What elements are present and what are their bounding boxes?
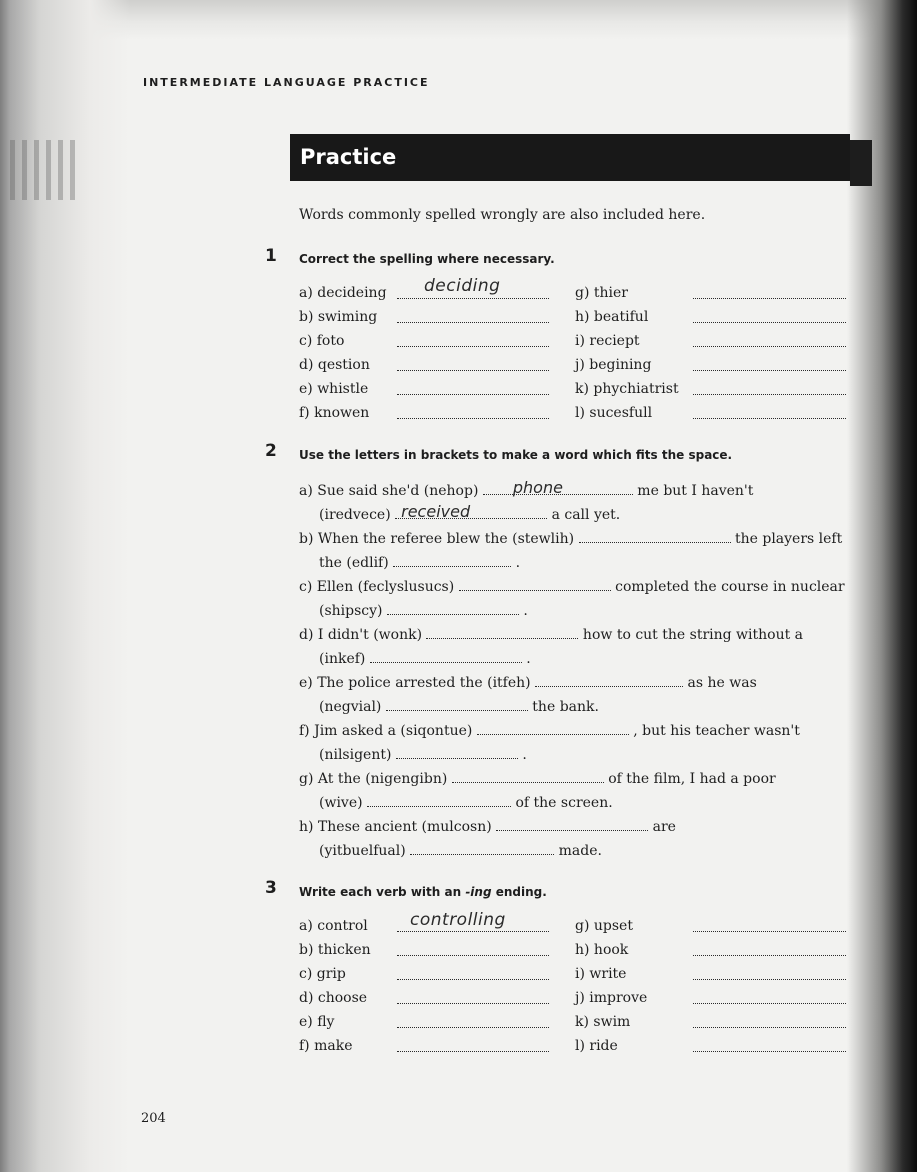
- sentence-end: are: [648, 819, 676, 835]
- exercise-3-item: [299, 918, 368, 934]
- exercise-2-item: [299, 722, 800, 739]
- sentence-end: a call yet.: [547, 507, 621, 523]
- exercise-1-item: [299, 357, 370, 373]
- instruction-start: Write each verb with an: [299, 885, 466, 899]
- exercise-2-item-cont: [319, 698, 599, 715]
- section-title-bar: [290, 134, 850, 181]
- exercise-1-item: [575, 381, 679, 397]
- exercise-2-item: [299, 674, 757, 691]
- answer-blank[interactable]: [387, 602, 519, 615]
- instruction-end: ending.: [491, 885, 547, 899]
- sentence-end: how to cut the string without a: [578, 627, 804, 643]
- answer-blank[interactable]: [693, 404, 846, 419]
- answer-blank[interactable]: [397, 308, 549, 323]
- answer-blank[interactable]: [397, 380, 549, 395]
- sentence-start: c) Ellen (feclyslusucs): [299, 579, 459, 595]
- page-edge-marks: [10, 140, 80, 200]
- answer-blank[interactable]: [426, 626, 578, 639]
- exercise-2-item: [299, 818, 676, 835]
- exercise-1-item: [299, 333, 344, 349]
- answer-blank[interactable]: [496, 818, 648, 831]
- sentence-end: .: [521, 651, 531, 667]
- sentence-end: , but his teacher wasn't: [628, 723, 800, 739]
- exercise-3-item: [575, 918, 633, 934]
- exercise-1-item: [575, 309, 648, 325]
- sentence-start: (nilsigent): [319, 747, 396, 763]
- answer-blank[interactable]: [397, 941, 549, 956]
- sentence-start: h) These ancient (mulcosn): [299, 819, 497, 835]
- item-label: c) grip: [299, 966, 346, 982]
- sentence-end: .: [517, 747, 527, 763]
- exercise-3-item: [299, 1014, 334, 1030]
- exercise-3-number: 3: [265, 878, 277, 898]
- exercise-2-item-cont: [319, 794, 613, 811]
- sentence-end: of the screen.: [511, 795, 613, 811]
- answer-blank[interactable]: [693, 380, 846, 395]
- answer-blank[interactable]: [693, 1037, 846, 1052]
- exercise-2-instruction: Use the letters in brackets to make a word which fits the space.: [299, 448, 733, 462]
- sentence-start: d) I didn't (wonk): [299, 627, 427, 643]
- exercise-2-item-cont: [319, 842, 602, 859]
- item-label: k) phychiatrist: [575, 381, 679, 397]
- exercise-2-item: [299, 770, 776, 787]
- answer-blank[interactable]: [483, 478, 633, 497]
- sentence-start: (yitbuelfual): [319, 843, 411, 859]
- item-label: c) foto: [299, 333, 345, 349]
- exercise-1-item: [575, 333, 640, 349]
- sentence-start: b) When the referee blew the (stewlih): [299, 531, 579, 547]
- item-label: d) choose: [299, 990, 368, 1006]
- item-label: e) fly: [299, 1014, 335, 1030]
- item-label: e) whistle: [299, 381, 369, 397]
- item-label: h) hook: [575, 942, 629, 958]
- exercise-3-item: [575, 1014, 630, 1030]
- exercise-3-instruction: [299, 885, 547, 899]
- answer-blank[interactable]: [477, 722, 629, 735]
- exercise-1-item: [575, 357, 651, 373]
- answer-blank[interactable]: [452, 770, 604, 783]
- sentence-end: the players left: [730, 531, 843, 547]
- exercise-1-number: 1: [265, 246, 277, 266]
- sentence-start: (wive): [319, 795, 368, 811]
- sentence-start: the (edlif): [319, 555, 394, 571]
- exercise-2-item-cont: [319, 554, 520, 571]
- sentence-start: (iredvece): [319, 507, 396, 523]
- answer-blank[interactable]: [397, 965, 549, 980]
- sentence-end: .: [511, 555, 521, 571]
- running-head: INTERMEDIATE LANGUAGE PRACTICE: [143, 76, 430, 89]
- exercise-2-number: 2: [265, 441, 277, 461]
- exercise-3-item: [575, 942, 628, 958]
- answer-blank[interactable]: [397, 1013, 549, 1028]
- answer-blank[interactable]: [693, 941, 846, 956]
- item-label: j) begining: [575, 357, 652, 373]
- exercise-2-item: [299, 578, 845, 595]
- answer-blank[interactable]: [535, 674, 683, 687]
- item-label: a) control: [299, 918, 368, 934]
- answer-blank[interactable]: [370, 650, 522, 663]
- exercise-2-item-cont: [319, 502, 621, 523]
- answer-blank[interactable]: [397, 332, 549, 347]
- answer-blank[interactable]: [693, 965, 846, 980]
- answer-blank[interactable]: [397, 356, 549, 371]
- answer-blank[interactable]: [395, 502, 547, 521]
- sentence-start: a) Sue said she'd (nehop): [299, 483, 483, 499]
- thumb-tab: [850, 140, 872, 186]
- sentence-end: the bank.: [527, 699, 599, 715]
- item-label: i) reciept: [575, 333, 640, 349]
- answer-blank[interactable]: [410, 842, 554, 855]
- answer-blank[interactable]: [459, 578, 611, 591]
- handwritten-answer: phone: [512, 478, 563, 497]
- exercise-3-item: [299, 990, 367, 1006]
- sentence-start: f) Jim asked a (siqontue): [299, 723, 477, 739]
- sentence-start: (shipscy): [319, 603, 387, 619]
- exercise-2-item-cont: [319, 746, 527, 763]
- exercise-1-item: [575, 285, 628, 301]
- answer-blank[interactable]: [693, 1013, 846, 1028]
- sentence-end: made.: [554, 843, 602, 859]
- sentence-end: me but I haven't: [632, 483, 754, 499]
- exercise-3-item: [299, 942, 371, 958]
- answer-blank[interactable]: [693, 308, 846, 323]
- sentence-start: g) At the (nigengibn): [299, 771, 452, 787]
- answer-blank[interactable]: [397, 1037, 549, 1052]
- sentence-end: as he was: [683, 675, 757, 691]
- answer-blank[interactable]: [386, 698, 528, 711]
- exercise-3-item: [575, 990, 647, 1006]
- answer-blank[interactable]: [579, 530, 731, 543]
- item-label: f) make: [299, 1038, 353, 1054]
- item-label: h) beatiful: [575, 309, 649, 325]
- answer-blank[interactable]: [397, 404, 549, 419]
- answer-blank[interactable]: [693, 284, 846, 299]
- item-label: b) thicken: [299, 942, 371, 958]
- sentence-start: (negvial): [319, 699, 386, 715]
- answer-blank[interactable]: [693, 332, 846, 347]
- exercise-1-item: [575, 405, 652, 421]
- item-label: d) qestion: [299, 357, 370, 373]
- item-label: j) improve: [575, 990, 648, 1006]
- exercise-1-item: [299, 405, 369, 421]
- item-label: g) upset: [575, 918, 633, 934]
- answer-blank[interactable]: [693, 356, 846, 371]
- answer-blank[interactable]: [397, 989, 549, 1004]
- sentence-start: e) The police arrested the (itfeh): [299, 675, 536, 691]
- instruction-emphasis: -ing: [465, 885, 492, 899]
- sentence-end: .: [518, 603, 528, 619]
- answer-blank[interactable]: [396, 746, 518, 759]
- item-label: a) decideing: [299, 285, 387, 301]
- answer-blank[interactable]: [693, 989, 846, 1004]
- page-top-shadow: [0, 0, 917, 40]
- item-label: l) ride: [575, 1038, 618, 1054]
- answer-blank[interactable]: [393, 554, 511, 567]
- exercise-1-instruction: Correct the spelling where necessary.: [299, 252, 555, 266]
- exercise-3-item: [575, 966, 626, 982]
- exercise-3-item: [575, 1038, 618, 1054]
- exercise-2-item: [299, 478, 754, 499]
- exercise-1-item: [299, 285, 387, 301]
- exercise-2-item: [299, 626, 803, 643]
- item-label: f) knowen: [299, 405, 370, 421]
- answer-blank[interactable]: [367, 794, 511, 807]
- answer-blank[interactable]: [693, 917, 846, 932]
- sentence-start: (inkef): [319, 651, 370, 667]
- handwritten-answer: deciding: [424, 276, 501, 296]
- exercise-3-item: [299, 966, 346, 982]
- section-title: Practice: [300, 145, 397, 169]
- item-label: b) swiming: [299, 309, 378, 325]
- item-label: k) swim: [575, 1014, 631, 1030]
- handwritten-answer: controlling: [410, 910, 506, 930]
- exercise-2-item: [299, 530, 842, 547]
- page-number: 204: [141, 1111, 166, 1126]
- sentence-end: completed the course in nuclear: [610, 579, 845, 595]
- handwritten-answer: received: [401, 502, 471, 521]
- exercise-2-item-cont: [319, 650, 531, 667]
- exercise-2-item-cont: [319, 602, 528, 619]
- exercise-3-item: [299, 1038, 352, 1054]
- item-label: g) thier: [575, 285, 628, 301]
- exercise-1-item: [299, 381, 368, 397]
- item-label: l) sucesfull: [575, 405, 653, 421]
- exercise-1-item: [299, 309, 377, 325]
- intro-text: Words commonly spelled wrongly are also included here.: [299, 207, 706, 223]
- sentence-end: of the film, I had a poor: [603, 771, 776, 787]
- item-label: i) write: [575, 966, 627, 982]
